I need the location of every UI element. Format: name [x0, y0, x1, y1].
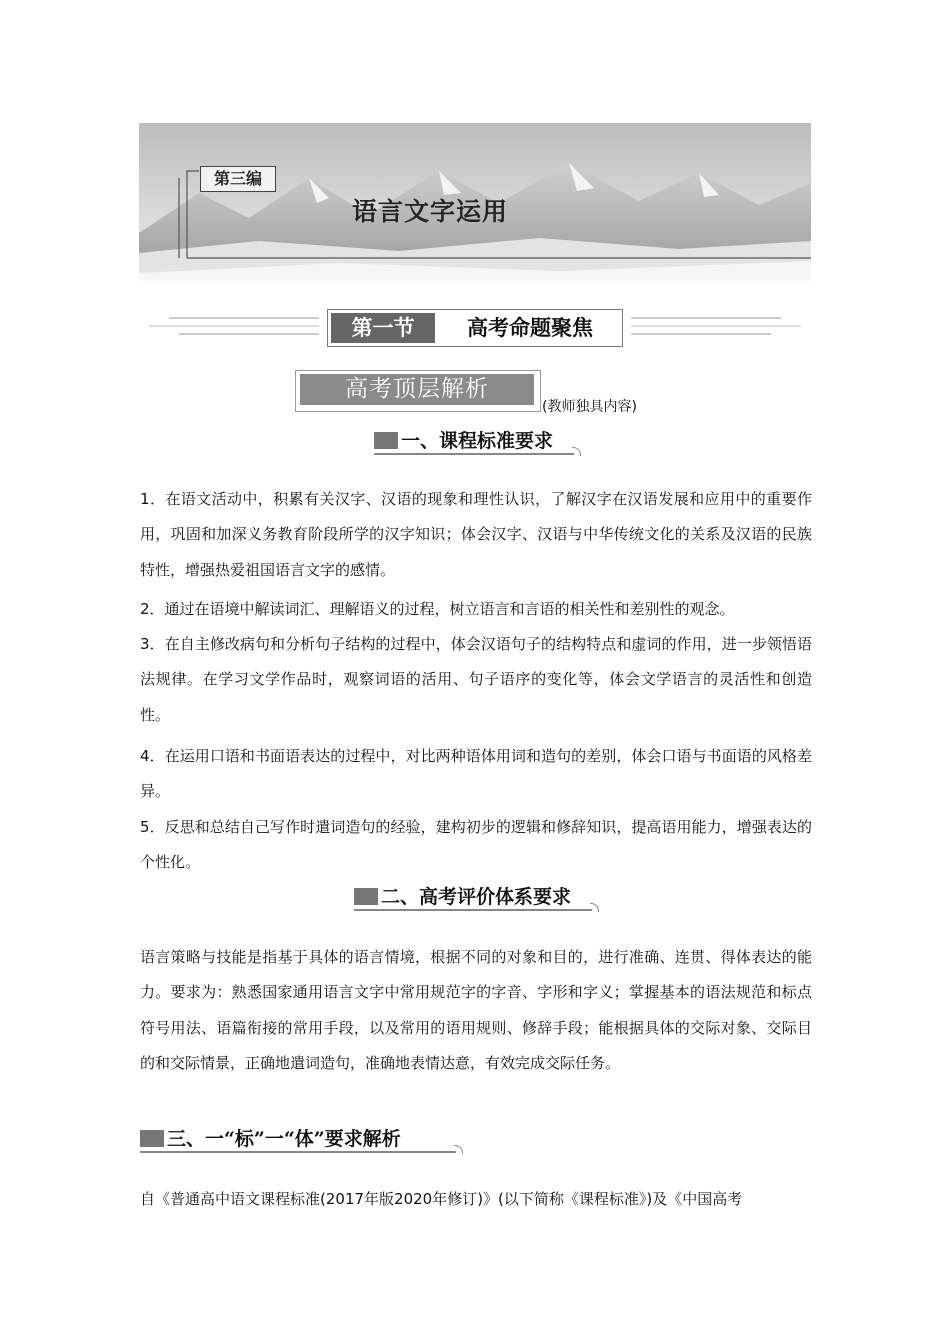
- heading-text: 一、课程标准要求: [401, 430, 554, 452]
- heading-text: 二、高考评价体系要求: [381, 886, 572, 908]
- heading-evaluation-system: [354, 884, 594, 914]
- volume-tag: 第三编: [200, 166, 276, 192]
- heading-analysis: [140, 1126, 460, 1156]
- standard-item-5: 5．反思和总结自己写作时遣词造句的经验，建构初步的逻辑和修辞知识，提高语用能力，增强表达的个性化。: [140, 818, 812, 872]
- standard-item-4: 4．在运用口语和书面语表达的过程中，对比两种语体用词和造句的差别，体会口语与书面语的风格差异。: [140, 747, 812, 801]
- standard-item-1: 1．在语文活动中，积累有关汉字、汉语的现象和理性认识，了解汉字在汉语发展和应用中的重要作用，巩固和加深义务教育阶段所学的汉字知识；体会汉字、汉语与中华传统文化的关系及汉语的民族特性，增强热爱祖国语言文字的感情。: [140, 490, 812, 579]
- book-icon: [354, 888, 378, 905]
- top-analysis-label: 高考顶层解析: [300, 374, 534, 405]
- section-number: 第一节: [331, 313, 435, 343]
- book-icon: [140, 1130, 164, 1147]
- analysis-paragraph: 自《普通高中语文课程标准(2017年版2020年修订)》(以下简称《课程标准》)及《中国高考: [140, 1190, 743, 1208]
- heading-curriculum-standard: [374, 428, 574, 458]
- volume-title: 语言文字运用: [351, 197, 508, 226]
- book-icon: [374, 432, 398, 449]
- evaluation-paragraph: 语言策略与技能是指基于具体的语言情境，根据不同的对象和目的，进行准确、连贯、得体表达的能力。要求为：熟悉国家通用语言文字中常用规范字的字音、字形和字义；掌握基本的语法规范和标点符号用法、语篇衔接的常用手段，以及常用的语用规则、修辞手段；能根据具体的交际对象、交际目的和交际情景，正确地遣词造句，准确地表情达意，有效完成交际任务。: [140, 948, 812, 1072]
- standard-item-2: 2．通过在语境中解读词汇、理解语义的过程，树立语言和言语的相关性和差别性的观念。: [140, 600, 735, 618]
- standard-item-3: 3．在自主修改病句和分析句子结构的过程中，体会汉语句子的结构特点和虚词的作用，进一步领悟语法规律。在学习文学作品时，观察词语的活用、句子语序的变化等，体会文学语言的灵活性和创造性。: [140, 635, 812, 724]
- section-name: 高考命题聚焦: [467, 316, 593, 340]
- teacher-only-note: (教师独具内容): [542, 399, 637, 415]
- heading-text: 三、一“标”一“体”要求解析: [167, 1128, 401, 1150]
